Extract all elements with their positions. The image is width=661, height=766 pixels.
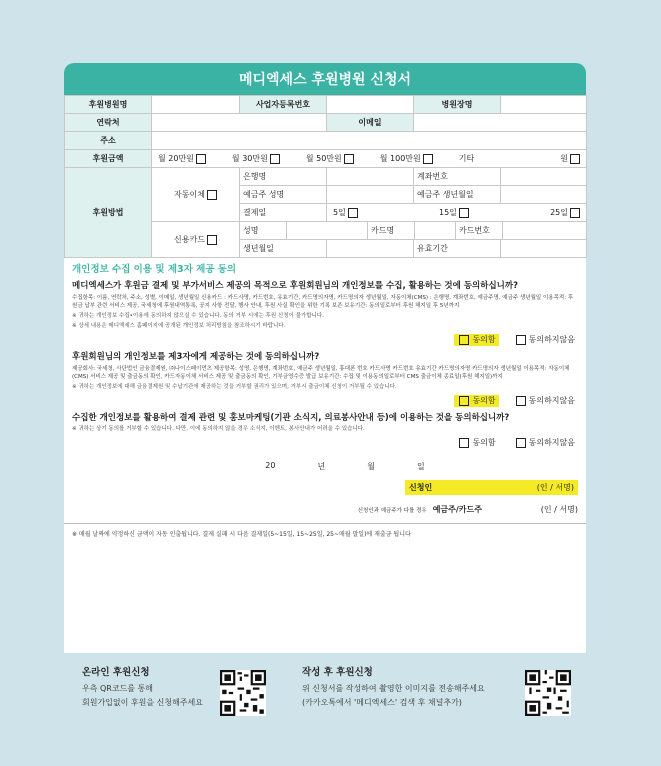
birth-label: 생년월일 [240, 240, 327, 258]
day-25[interactable]: 25일 [550, 207, 580, 218]
checkbox[interactable] [459, 438, 469, 448]
holder-condition-note: 신청인과 예금주가 다를 경우 [357, 507, 427, 514]
biz-no-label: 사업자등록번호 [240, 96, 327, 114]
checkbox[interactable] [570, 154, 580, 164]
hospital-name-field[interactable] [152, 96, 240, 114]
online-apply-title: 온라인 후원신청 [82, 667, 150, 678]
question-2-body: 제공회사: 국세청, 사단법인 금융결제원, ㈜나이스페이먼츠 제공항목: 성명, 은행명, 계좌번호, 예금주 생년월일, 휴대폰 번호 카드사명 카드번호 유효기간 카드명의자명 카드명의자 생년월일 이용목적: 자동이체(CMS) 서비스 제공 및 출금동의 확인, 카드자동이체 서비스 제공 및 출금동의 확인, 기부금영수증 발급 보유기간: 수집 및 이용동의일로부터 CMS 출금이체 종료일(후원 해지일)까지 [72, 366, 570, 380]
card-row-1 [240, 222, 587, 240]
disagree-option-3[interactable]: 동의하지않음 [511, 437, 578, 449]
question-1-body: 수집항목: 이름, 연락처, 주소, 성별, 이메일, 생년월일 신용카드 : 카드사명, 카드번호, 유효기간, 카드명의자명, 카드명의자 생년월일, 자동이체(CMS) : 은행명, 계좌번호, 예금주명, 예금주 생년월일 이용목적: 후원금 납부 관련 서비스 제공, 국세청에 후원내역통록, 공지 사항 전달, 행사 안내, 후원 사실 확인을 위한 기록 보존 보유기간: 동의일로부터 후원 해지일 후 5년까지 [72, 295, 574, 309]
question-2-options [72, 395, 578, 407]
checkbox[interactable] [196, 154, 206, 164]
pay-day-label: 결제일 [240, 204, 327, 222]
amount-100[interactable]: 월 100만원 [380, 153, 433, 164]
card-company-field[interactable] [415, 222, 456, 239]
checkbox[interactable] [344, 154, 354, 164]
applicant-label: 신청인 [409, 483, 433, 492]
agree-option-3[interactable]: 동의함 [454, 437, 498, 449]
checkbox[interactable] [516, 438, 526, 448]
contact-field[interactable] [152, 114, 327, 132]
account-field[interactable] [501, 168, 587, 186]
disagree-option-1[interactable]: 동의하지않음 [511, 334, 578, 346]
after-apply-line-2: (카카오톡에서 '메디엑세스' 검색 후 채널추가) [302, 698, 462, 707]
question-2: 후원회원님의 개인정보를 제3자에게 제공하는 것에 동의하십니까? [72, 352, 320, 362]
credit-card-option[interactable]: 신용카드 [152, 222, 240, 258]
question-1-note-b: ※ 상세 내용은 메디엑세스 홈페이지에 공개된 개인정보 처리방침을 참조하시기 바랍니다. [72, 323, 286, 329]
method-label: 후원방법 [65, 168, 152, 258]
form-title: 메디엑세스 후원병원 신청서 [64, 63, 586, 95]
applicant-sign-row [64, 480, 578, 495]
privacy-section [64, 265, 586, 449]
year-prefix: 20 [265, 461, 276, 470]
checkbox[interactable] [270, 154, 280, 164]
birth-field[interactable] [327, 240, 414, 258]
checkbox[interactable] [570, 208, 580, 218]
amount-label: 후원금액 [65, 150, 152, 168]
checkbox[interactable] [516, 335, 526, 345]
depositor-birth-field[interactable] [501, 186, 587, 204]
info-table [64, 95, 587, 258]
question-1-options [72, 334, 578, 346]
amount-30[interactable]: 월 30만원 [232, 153, 280, 164]
bank-label: 은행명 [240, 168, 327, 186]
privacy-section-title: 개인정보 수집 이용 및 제3자 제공 동의 [72, 264, 237, 275]
checkbox[interactable] [423, 154, 433, 164]
contact-label: 연락처 [65, 114, 152, 132]
agree-option-1[interactable]: 동의함 [454, 334, 498, 346]
after-apply-section [302, 666, 485, 710]
valid-label: 유효기간 [414, 240, 501, 258]
holder-signature-field[interactable]: (인 / 서명) [540, 505, 578, 514]
checkbox[interactable] [459, 335, 469, 345]
question-3-note: ※ 귀하는 상기 동의를 거부할 수 있습니다. 다만, 이에 동의하지 않을 경우 소식지, 이벤트, 봉사안내가 어려울 수 있습니다. [72, 426, 365, 432]
director-field[interactable] [501, 96, 587, 114]
question-3: 수집한 개인정보를 활용하여 결제 관련 및 홍보마케팅(기관 소식지, 의료봉사안내 등)에 이용하는 것을 동의하십니까? [72, 413, 510, 423]
checkbox[interactable] [459, 208, 469, 218]
question-3-options [72, 437, 578, 449]
depositor-label: 예금주 성명 [240, 186, 327, 204]
applicant-signature-field[interactable] [405, 480, 578, 495]
card-company-label: 카드명 [368, 222, 415, 239]
application-form [64, 63, 586, 653]
address-label: 주소 [65, 132, 152, 150]
checkbox[interactable] [459, 396, 469, 406]
signature-mark: (인 / 서명) [536, 483, 574, 492]
after-apply-title: 작성 후 후원신청 [302, 667, 373, 678]
biz-no-field[interactable] [327, 96, 414, 114]
online-apply-section [82, 666, 203, 710]
card-no-field[interactable] [503, 222, 586, 239]
bank-field[interactable] [327, 168, 414, 186]
depositor-birth-label: 예금주 생년월일 [414, 186, 501, 204]
day-label: 일 [416, 462, 425, 471]
online-apply-line-2: 회원가입없이 후원을 신청해주세요 [82, 698, 204, 707]
question-1-note-a: ※ 귀하는 개인정보 수집•이용에 동의하지 않으실 수 있습니다. 동의 거부 시에는 후원 신청이 불가합니다. [72, 313, 324, 319]
date-line [104, 461, 586, 472]
checkbox[interactable] [516, 396, 526, 406]
director-label: 병원장명 [414, 96, 501, 114]
year-label: 년 [317, 462, 326, 471]
disagree-option-2[interactable]: 동의하지않음 [511, 395, 578, 407]
day-5[interactable]: 5일 [333, 207, 358, 218]
qr-code-icon[interactable] [220, 670, 266, 716]
agree-option-2[interactable]: 동의함 [454, 395, 498, 407]
amount-other-label: 기타 [458, 154, 475, 163]
qr-code-icon[interactable] [525, 670, 571, 716]
card-no-label: 카드번호 [456, 222, 503, 239]
amount-50[interactable]: 월 50만원 [306, 153, 354, 164]
amount-20[interactable]: 월 20만원 [158, 153, 206, 164]
after-apply-line-1: 위 신청서를 작성하여 촬영한 이미지를 전송해주세요 [302, 684, 485, 693]
month-label: 월 [367, 462, 375, 471]
holder-label: 예금주/카드주 [432, 505, 482, 514]
checkbox[interactable] [207, 190, 217, 200]
amount-other-field[interactable]: 원 [560, 153, 580, 164]
valid-field[interactable] [501, 240, 587, 258]
email-field[interactable] [414, 114, 587, 132]
auto-transfer-option[interactable]: 자동이체 [152, 168, 240, 222]
card-holder-field[interactable] [287, 222, 368, 239]
account-label: 계좌번호 [414, 168, 501, 186]
holder-sign-row [64, 504, 578, 515]
footnote: ※ 매월 날짜에 약정하신 금액이 자동 인출됩니다. 결제 실패 시 다음 결제일(5~15일, 15~25일, 25~매월 말일)에 재출금 됩니다 [64, 523, 586, 543]
online-apply-line-1: 우측 QR코드를 통해 [82, 684, 154, 693]
email-label: 이메일 [327, 114, 414, 132]
pay-day-options [327, 204, 587, 222]
amount-options [152, 150, 587, 168]
day-15[interactable]: 15일 [439, 207, 469, 218]
depositor-field[interactable] [327, 186, 414, 204]
checkbox[interactable] [348, 208, 358, 218]
checkbox[interactable] [207, 235, 217, 245]
address-field[interactable] [152, 132, 587, 150]
hospital-name-label: 후원병원명 [65, 96, 152, 114]
question-1: 메디엑세스가 후원금 결제 및 부가서비스 제공의 목적으로 후원회원님의 개인정보를 수집, 활용하는 것에 동의하십니까? [72, 281, 519, 291]
question-2-note: ※ 귀하는 개인정보에 대해 금융결제원 및 수납기관에 제공하는 것을 거부할 권리가 있으며, 거부시 출금이체 신청이 거부될 수 있습니다. [72, 384, 397, 390]
card-name-label: 성명 [240, 222, 287, 239]
